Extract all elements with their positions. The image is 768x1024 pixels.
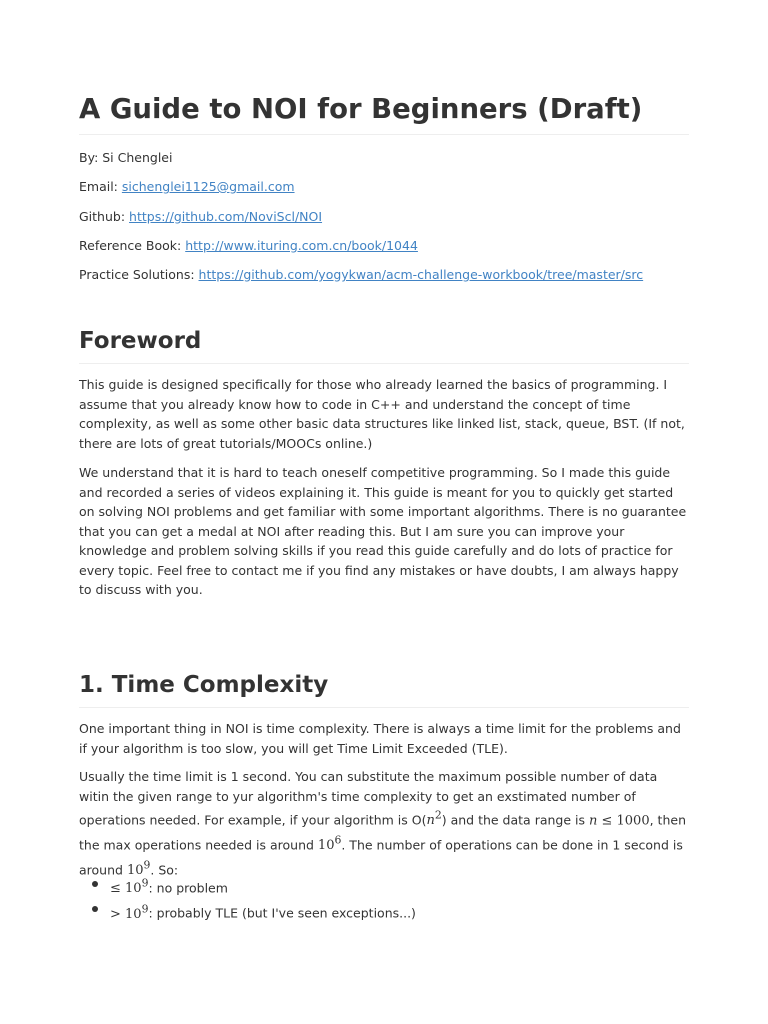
bullet-dot-icon — [92, 906, 98, 912]
math-ten-to-six: $10^6$ — [317, 833, 342, 854]
page-title: A Guide to NOI for Beginners (Draft) — [79, 88, 689, 135]
math-leq-ten-to-nine: ≤ $10^9$ — [110, 877, 149, 897]
github-label: Github: — [79, 209, 130, 224]
math-n-squared: $n^2$ — [426, 809, 442, 829]
bullet-dot-icon — [92, 881, 98, 887]
foreword-paragraph-1: This guide is designed specifically for those who already learned the basics of programming. I assume that you already know how to code in C++ and understand the concept of time complexity, as well as some other basic data structures like linked list, stack, queue, BST. (If not, there are lots of great tutorials/MOOCs online.) — [79, 377, 685, 451]
time-complexity-paragraph-2 — [79, 767, 689, 880]
practice-line — [79, 265, 689, 285]
math-gt-ten-to-nine: > $10^9$ — [110, 902, 149, 922]
email-link[interactable]: sichenglei1125@gmail.com — [121, 179, 295, 194]
github-link[interactable]: https://github.com/NoviScl/NOI — [129, 209, 323, 224]
email-line — [79, 177, 689, 197]
math-ten-to-nine: $10^9$ — [126, 858, 151, 878]
tc-text-part4: . The number of operations can be done in 1 second is around — [79, 837, 683, 877]
bullet-text: : no problem — [148, 880, 228, 896]
tc-text-part5: . So: — [150, 861, 179, 877]
tc-text-part2: ) and the data range is — [441, 812, 589, 828]
author-line: By: Si Chenglei — [79, 150, 173, 165]
time-complexity-paragraph-1: One important thing in NOI is time complexity. There is always a time limit for the problems and if your algorithm is too slow, you will get Time Limit Exceeded (TLE). — [79, 721, 681, 756]
math-n-leq-1000: n ≤ 1000 — [588, 813, 650, 829]
practice-link[interactable]: https://github.com/yogykwan/acm-challenge-workbook/tree/master/src — [198, 267, 644, 282]
list-item — [79, 899, 689, 924]
practice-label: Practice Solutions: — [79, 267, 199, 282]
github-line — [79, 207, 689, 227]
foreword-paragraph-2: We understand that it is hard to teach oneself competitive programming. So I made this guide and recorded a series of videos explaining it. This guide is meant for you to quickly get started on solving NOI problems and get familiar with some important algorithms. There is no guarantee that you can get a medal at NOI after reading this. But I am sure you can improve your knowledge and problem solving skills if you read this guide carefully and do lots of practice for every topic. Feel free to contact me if you find any mistakes or have doubts, I am always happy to discuss with you. — [79, 465, 687, 597]
tc-text-part3: , then the max operations needed is around — [79, 812, 686, 853]
list-item — [79, 874, 689, 899]
email-label: Email: — [79, 179, 122, 194]
time-complexity-heading: 1. Time Complexity — [79, 667, 689, 708]
bullet-text: : probably TLE (but I've seen exceptions...) — [148, 905, 416, 921]
reference-line — [79, 236, 689, 256]
tc-text-part1: Usually the time limit is 1 second. You can substitute the maximum possible number of data witin the given range to yur algorithm's time complexity to get an exstimated number of operations needed. For example, if your algorithm is O( — [79, 769, 658, 828]
reference-link[interactable]: http://www.ituring.com.cn/book/1044 — [185, 238, 418, 253]
foreword-heading: Foreword — [79, 323, 689, 364]
reference-label: Reference Book: — [79, 238, 186, 253]
complexity-bullet-list — [79, 874, 689, 925]
